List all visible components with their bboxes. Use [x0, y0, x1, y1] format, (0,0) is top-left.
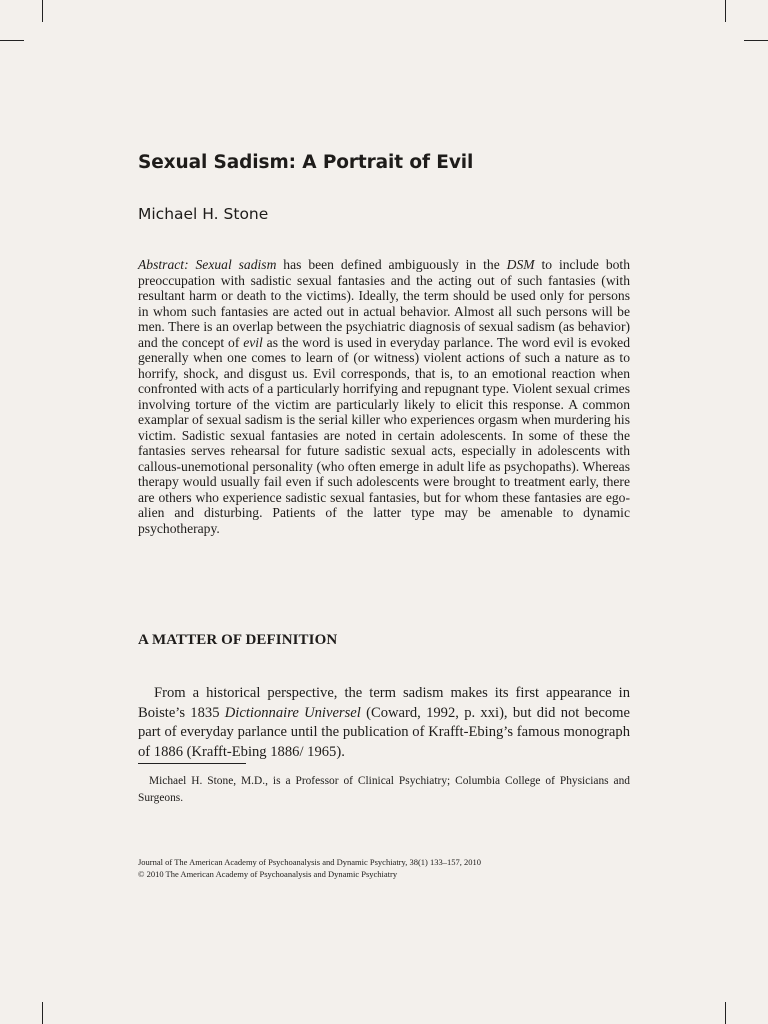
body-paragraph	[138, 684, 630, 762]
abstract-label: Abstract:	[138, 257, 189, 272]
abstract-term: Sexual sadism	[195, 257, 277, 272]
crop-mark-top-left-vertical	[42, 0, 43, 22]
abstract-evil: evil	[243, 334, 263, 350]
body-text-2: (Coward, 1992, p. xxi), but did not become part of everyday parlance until the publication of Krafft-Ebing’s famous monograph of 1886 (Krafft-Ebing 1886/ 1965).	[138, 704, 630, 760]
crop-mark-bottom-right-vertical	[725, 1002, 726, 1024]
abstract-text-1: has been defined ambiguously in the	[276, 257, 507, 272]
abstract-paragraph	[138, 257, 630, 536]
journal-info	[138, 856, 638, 880]
body-text-1: From a historical perspective, the term sadism makes its first appearance in Boiste’s 1835	[138, 685, 630, 721]
article-author: Michael H. Stone	[138, 205, 269, 223]
abstract-dsm: DSM	[506, 257, 535, 272]
section-heading: A MATTER OF DEFINITION	[138, 632, 338, 648]
article-title: Sexual Sadism: A Portrait of Evil	[138, 152, 474, 173]
footnote-rule	[138, 763, 246, 764]
crop-mark-top-left-horizontal	[0, 40, 24, 41]
author-footnote: Michael H. Stone, M.D., is a Professor of Clinical Psychiatry; Columbia College of Physicians and Surgeons.	[138, 775, 630, 804]
body-book-title: Dictionnaire Universel	[224, 704, 361, 721]
crop-mark-bottom-left-vertical	[42, 1002, 43, 1024]
abstract-text-2: to include both preoccupation with sadistic sexual fantasies and the acting out of such fantasies (with resultant harm or death to the victims). Ideally, the term should be used only for persons in whom such fantasies are acted out in actual behavior. Almost all such persons will be men. There is an overlap between the psychiatric diagnosis of sexual sadism (as behavior) and the concept of	[138, 257, 631, 350]
crop-mark-top-right-vertical	[725, 0, 726, 22]
journal-citation: Journal of The American Academy of Psychoanalysis and Dynamic Psychiatry, 38(1) 133–157, 2010	[138, 857, 482, 867]
journal-copyright: © 2010 The American Academy of Psychoanalysis and Dynamic Psychiatry	[138, 869, 398, 879]
crop-mark-top-right-horizontal	[744, 40, 768, 41]
abstract-text-3: as the word is used in everyday parlance. The word evil is evoked generally when one comes to learn of (or witness) violent actions of such a nature as to horrify, shock, and disgust us. Evil corresponds, that is, to an emotional reaction when confronted with acts of a particularly horrifying and repugnant type. Violent sexual crimes involving torture of the victim are particularly likely to elicit this response. A common examplar of sexual sadism is the serial killer who experiences orgasm when murdering his victim. Sadistic sexual fantasies are noted in certain adolescents. In some of these the fantasies serves rehearsal for future sadistic sexual acts, especially in adolescents with callous-unemotional personality (who often emerge in adult life as psychopaths). Whereas therapy would usually fail even if such adolescents were brought to treatment early, there are others who experience sadistic sexual fantasies, but for whom these fantasies are ego-alien and disturbing. Patients of the latter type may be amenable to dynamic psychotherapy.	[138, 334, 630, 536]
